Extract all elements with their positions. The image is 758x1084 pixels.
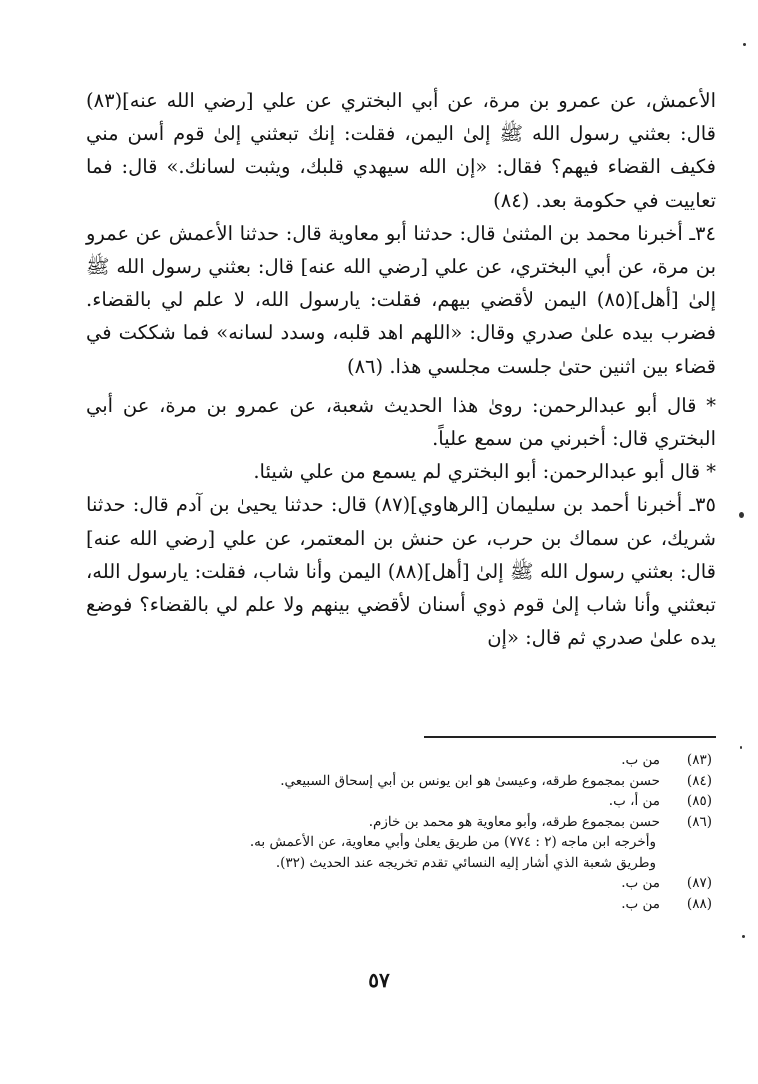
footnote-number: (٨٣) [686, 752, 712, 768]
scan-speck [742, 935, 745, 938]
footnote-number: (٨٨) [686, 895, 712, 912]
footnote-87 [180, 873, 712, 894]
footnote-number: (٨٤) [686, 772, 712, 789]
footnote-86-line-3: وطريق شعبة الذي أشار إليه النسائي تقدم تخريجه عند الحديث (٣٢). [275, 854, 656, 871]
footnote-86 [180, 812, 712, 833]
footnote-85 [180, 791, 712, 812]
footnote-text: من ب. [621, 875, 660, 891]
scan-speck [740, 746, 742, 749]
footnote-text: من ب. [621, 752, 660, 768]
footnote-divider [424, 736, 716, 738]
footnote-text: حسن بمجموع طرقه، وأبو معاوية هو محمد بن خازم. [368, 813, 660, 830]
footnote-83 [180, 750, 712, 771]
footnote-number: (٨٧) [686, 875, 712, 891]
page-number: ٥٧ [368, 968, 390, 992]
scan-speck [739, 512, 744, 518]
paragraph-hadith-34: ٣٤ـ أخبرنا محمد بن المثنىٰ قال: حدثنا أبو معاوية قال: حدثنا الأعمش عن عمرو بن مرة، عن أبي البختري، عن علي [رضي الله عنه] قال: بعثني رسول الله ﷺ إلىٰ [أهل](٨٥) اليمن لأقضي بيهم، فقلت: يارسول الله، لا علم لي بالقضاء. فضرب بيده علىٰ صدري وقال: «اللهم اهد قلبه، وسدد لسانه» فما شككت في قضاء بين اثنين حتىٰ جلست مجلسي هذا. (٨٦) [86, 221, 716, 378]
footnote-text: حسن بمجموع طرقه، وعيسىٰ هو ابن يونس بن أبي إسحاق السبيعي. [280, 772, 660, 789]
footnote-text: من ب. [621, 895, 660, 912]
footnote-number: (٨٦) [686, 813, 712, 830]
footnotes [180, 750, 712, 914]
paragraph-hadith-33-end: الأعمش، عن عمرو بن مرة، عن أبي البختري عن علي [رضي الله عنه](٨٣) قال: بعثني رسول الله ﷺ إلىٰ اليمن، فقلت: إنك تبعثني إلىٰ قوم أسن مني فكيف القضاء فيهم؟ فقال: «إن الله سيهدي قلبك، ويثبت لسانك.» قال: فما تعاييت في حكومة بعد. (٨٤) [86, 89, 716, 212]
paragraph-note-2: * قال أبو عبدالرحمن: أبو البختري لم يسمع من علي شيئا. [253, 460, 716, 484]
main-text [86, 84, 716, 654]
scan-speck [743, 43, 746, 46]
paragraph-hadith-35: ٣٥ـ أخبرنا أحمد بن سليمان [الرهاوي](٨٧) قال: حدثنا يحيىٰ بن آدم قال: حدثنا شريك، عن سماك بن حرب، عن حنش بن المعتمر، عن علي [رضي الله عنه] قال: بعثني رسول الله ﷺ إلىٰ [أهل](٨٨) اليمن وأنا شاب، فقلت: يارسول الله، تبعثني وأنا شاب إلىٰ قوم ذوي أسنان لأقضي بينهم ولا علم لي بالقضاء؟ فوضع يده علىٰ صدري ثم قال: «إن [86, 493, 717, 650]
footnote-84 [180, 771, 712, 792]
footnote-88 [180, 894, 712, 915]
footnote-86-line-2: وأخرجه ابن ماجه (٢ : ٧٧٤) من طريق يعلىٰ وأبي معاوية، عن الأعمش به. [249, 834, 656, 850]
paragraph-note-1: * قال أبو عبدالرحمن: روىٰ هذا الحديث شعبة، عن عمرو بن مرة، عن أبي البختري قال: أخبرني من سمع علياً. [86, 393, 716, 451]
footnote-text: من أ، ب. [608, 793, 660, 809]
footnote-number: (٨٥) [686, 793, 712, 809]
